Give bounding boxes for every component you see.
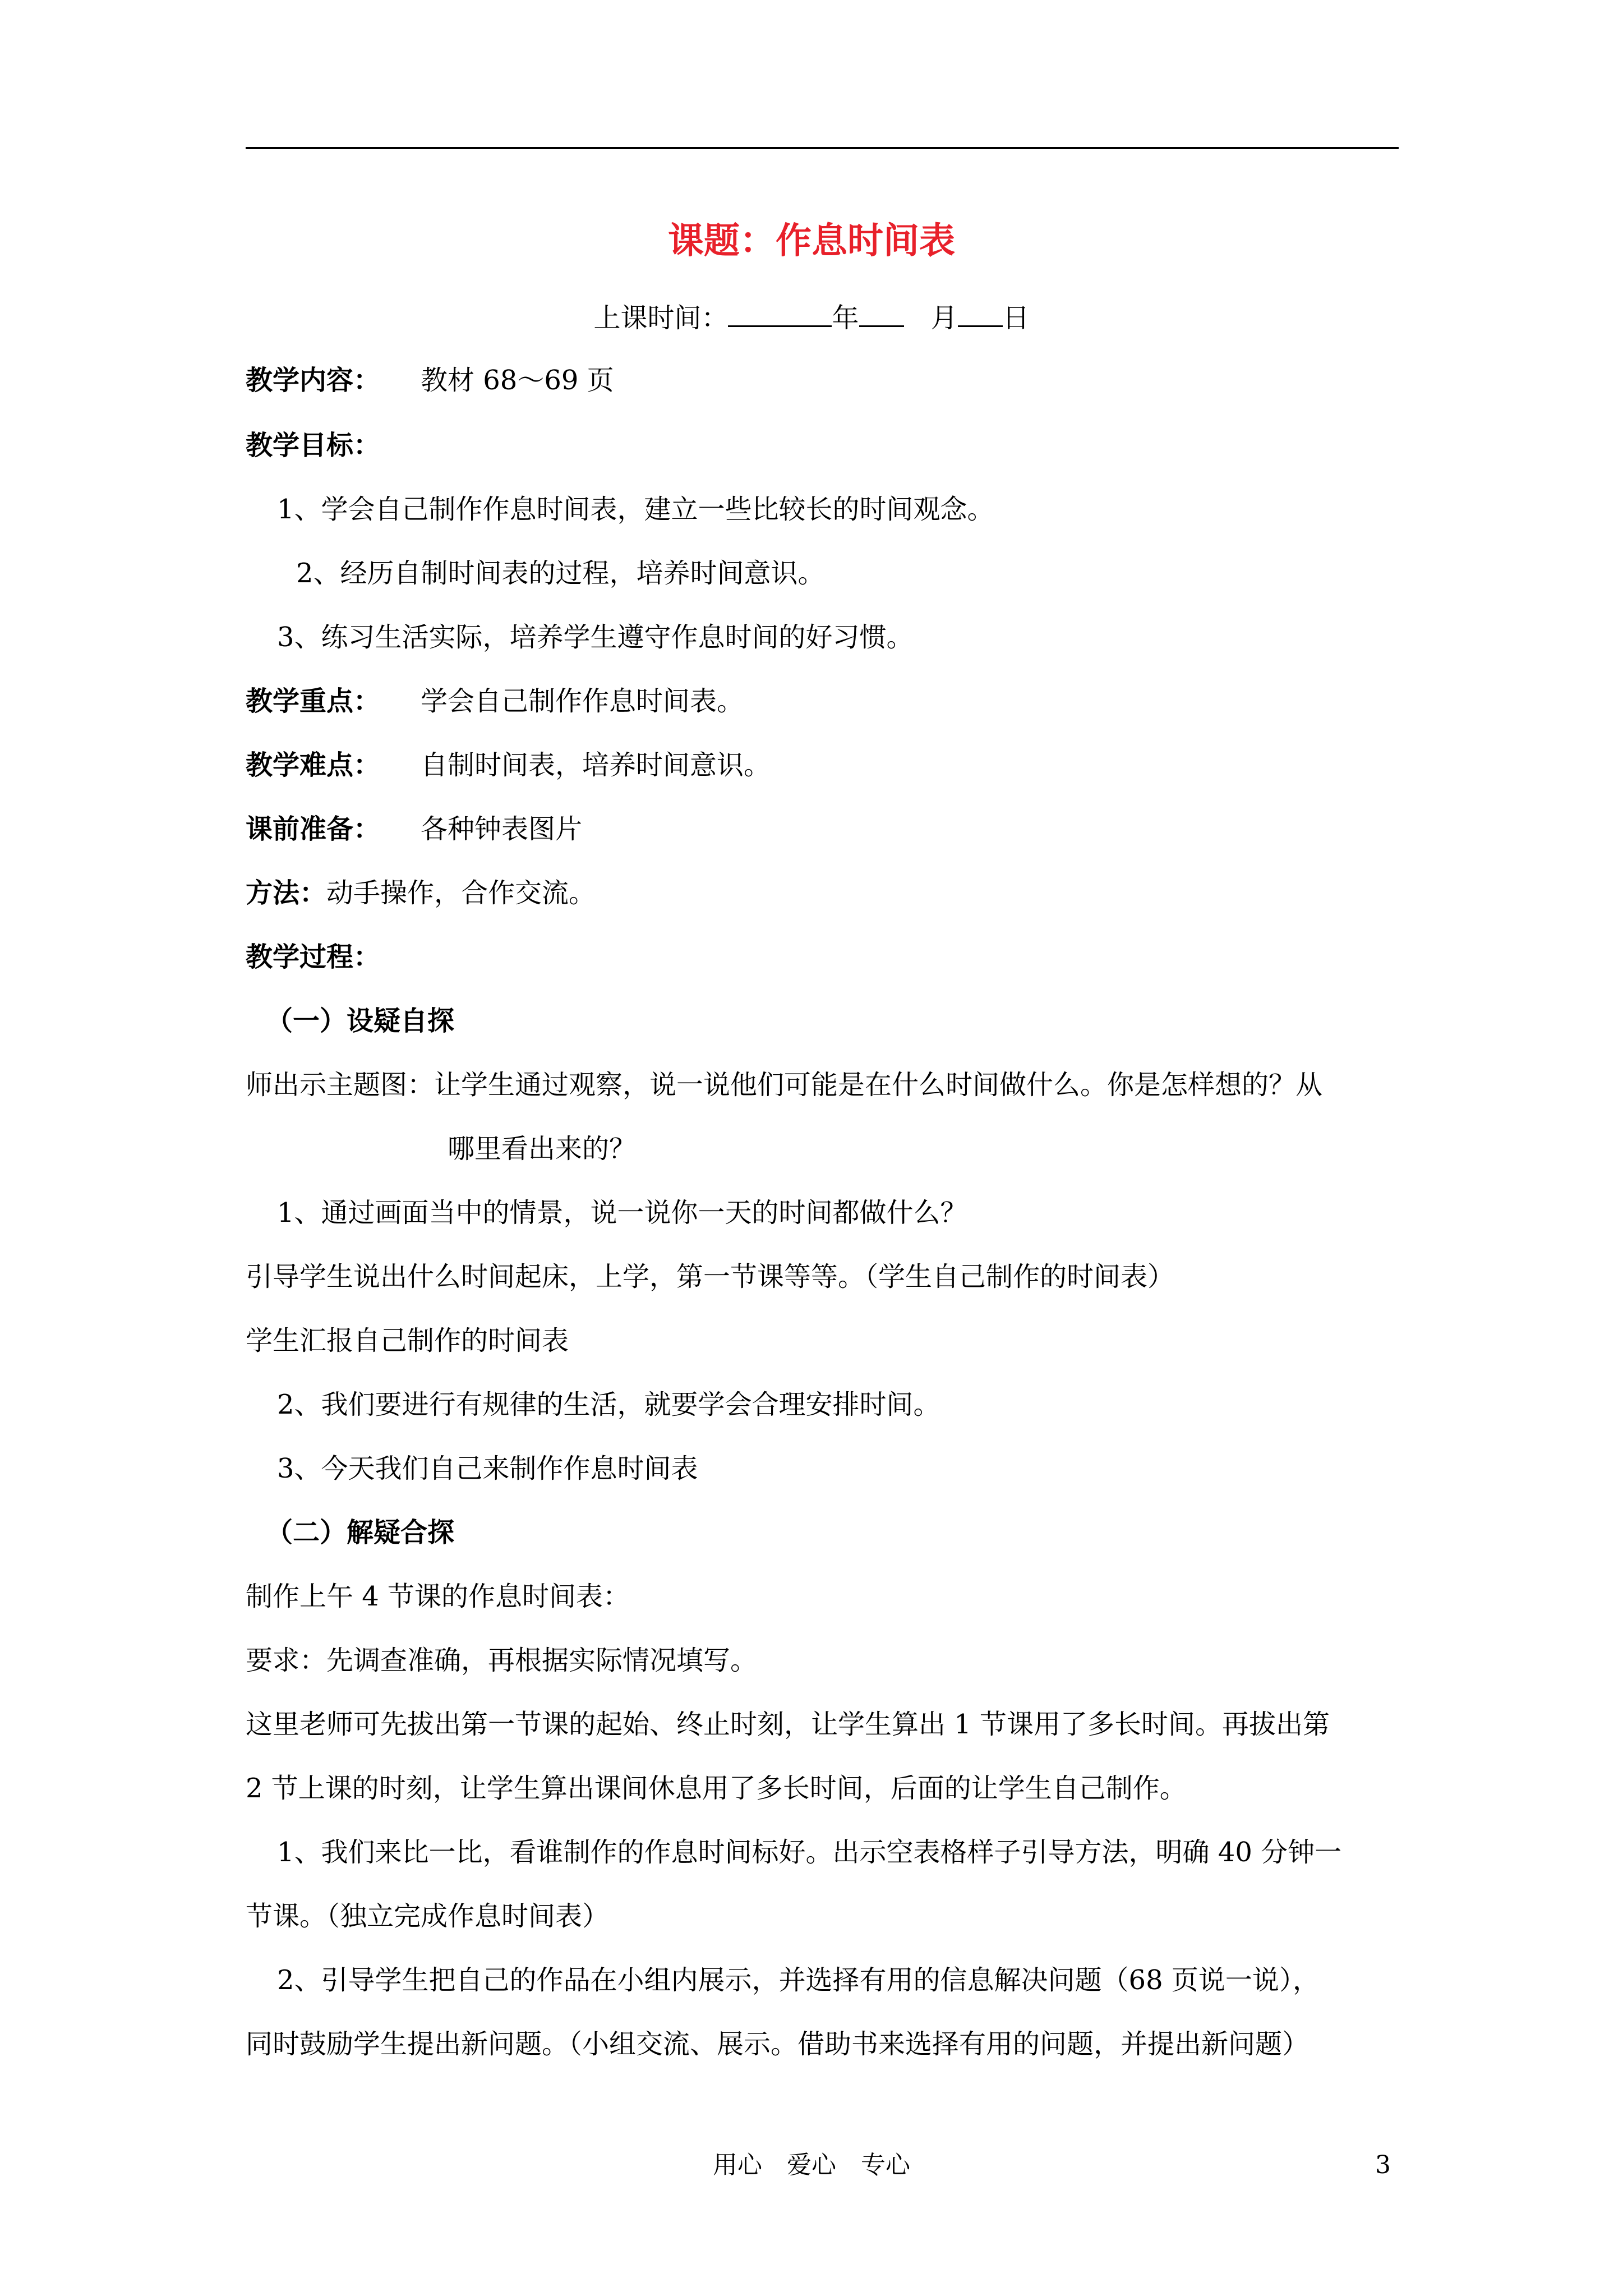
class-date-line [0,303,1623,332]
goals-label: 教学目标： [246,430,381,461]
paragraph-line: 同时鼓励学生提出新问题。（小组交流、展示。借助书来选择有用的问题，并提出新问题） [246,2028,1310,2060]
footer-motto: 用心 爱心 专心 [713,2151,910,2179]
year-label: 年 [832,302,859,334]
difficulty-value: 自制时间表，培养时间意识。 [421,749,771,781]
paragraph-line: 1、我们来比一比，看谁制作的作息时间标好。出示空表格样子引导方法，明确 40 分钟一 [277,1837,1342,1868]
month-blank [859,303,904,327]
key-point-label: 教学重点： [246,685,381,717]
paragraph-line: 3、今天我们自己来制作作息时间表 [277,1453,698,1484]
paragraph-line: 2、引导学生把自己的作品在小组内展示，并选择有用的信息解决问题（68 页说一说）， [277,1964,1320,1996]
paragraph-line: 师出示主题图：让学生通过观察，说一说他们可能是在什么时间做什么。你是怎样想的？从 [246,1069,1323,1101]
paragraph-line: 引导学生说出什么时间起床，上学，第一节课等等。（学生自己制作的时间表） [246,1261,1175,1292]
paragraph-line: 学生汇报自己制作的时间表 [246,1325,569,1356]
paragraph-line: 制作上午 4 节课的作息时间表： [246,1581,630,1612]
method-value: 动手操作，合作交流。 [326,877,596,909]
paragraph-line: 这里老师可先拔出第一节课的起始、终止时刻，让学生算出 1 节课用了多长时间。再拔出第 [246,1709,1330,1740]
page-title: 课题：作息时间表 [668,220,955,262]
page-number: 3 [1375,2151,1391,2179]
paragraph-line: 2 节上课的时刻，让学生算出课间休息用了多长时间，后面的让学生自己制作。 [246,1773,1187,1804]
paragraph-line: 节课。（独立完成作息时间表） [246,1901,610,1932]
header-rule [246,147,1399,149]
section-heading: （二）解疑合探 [266,1517,455,1548]
paragraph-line: 哪里看出来的？ [448,1133,637,1165]
paragraph-line: 2、我们要进行有规律的生活，就要学会合理安排时间。 [277,1389,940,1420]
content-value: 教材 68～69 页 [421,365,614,396]
month-label: 月 [930,302,958,334]
day-label: 日 [1002,302,1030,334]
class-date-label: 上课时间： [593,302,728,334]
process-label: 教学过程： [246,941,381,973]
year-blank [728,303,832,327]
preparation-value: 各种钟表图片 [421,813,583,845]
content-label: 教学内容： [246,365,381,396]
paragraph-line: 1、通过画面当中的情景，说一说你一天的时间都做什么？ [277,1197,967,1228]
section-heading: （一）设疑自探 [266,1005,455,1037]
goal-item: 3、练习生活实际，培养学生遵守作息时间的好习惯。 [277,622,914,653]
method-line [246,877,596,909]
preparation-label: 课前准备： [246,813,381,845]
method-label: 方法： [246,877,327,909]
paragraph-line: 要求：先调查准确，再根据实际情况填写。 [246,1645,758,1676]
goal-item: 1、学会自己制作作息时间表，建立一些比较长的时间观念。 [277,494,994,525]
goal-item: 2、经历自制时间表的过程，培养时间意识。 [296,558,825,589]
difficulty-label: 教学难点： [246,749,381,781]
key-point-value: 学会自己制作作息时间表。 [421,685,744,717]
day-blank [958,303,1003,327]
